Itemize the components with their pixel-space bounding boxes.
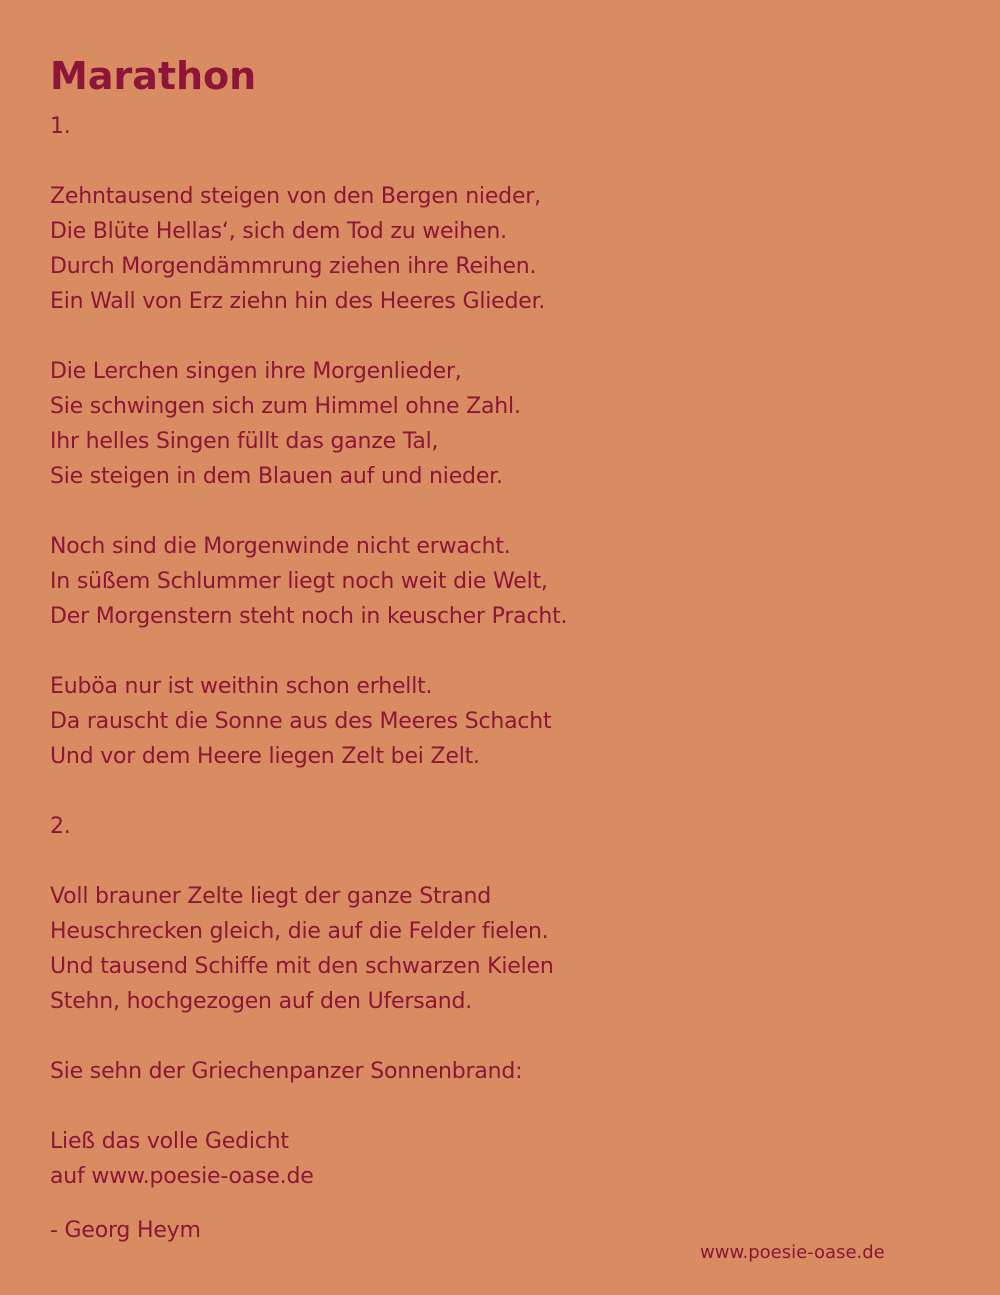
- read-more-link[interactable]: auf www.poesie-oase.de: [50, 1164, 314, 1189]
- part-number: 2.: [50, 814, 71, 839]
- poem-line: Voll brauner Zelte liegt der ganze Strand: [50, 884, 492, 909]
- part-number: 1.: [50, 114, 71, 139]
- poem-line: Durch Morgendämmrung ziehen ihre Reihen.: [50, 254, 537, 279]
- poem-line: Und vor dem Heere liegen Zelt bei Zelt.: [50, 744, 480, 769]
- poem-line: Ein Wall von Erz ziehn hin des Heeres Glieder.: [50, 289, 546, 314]
- read-more-line: Ließ das volle Gedicht: [50, 1129, 289, 1154]
- poem-line: Da rauscht die Sonne aus des Meeres Schacht: [50, 709, 552, 734]
- poem-line: Und tausend Schiffe mit den schwarzen Kielen: [50, 954, 554, 979]
- poem-line: Stehn, hochgezogen auf den Ufersand.: [50, 989, 473, 1014]
- poem-line: Sie sehn der Griechenpanzer Sonnenbrand:: [50, 1059, 523, 1084]
- poem-line: Der Morgenstern steht noch in keuscher Pracht.: [50, 604, 568, 629]
- poem-line: Die Blüte Hellas‘, sich dem Tod zu weihen.: [50, 219, 507, 244]
- poem-line: Noch sind die Morgenwinde nicht erwacht.: [50, 534, 511, 559]
- poem-line: Heuschrecken gleich, die auf die Felder fielen.: [50, 919, 549, 944]
- poem-line: Ihr helles Singen füllt das ganze Tal,: [50, 429, 439, 454]
- poem-title: Marathon: [50, 54, 257, 98]
- poem-author: - Georg Heym: [50, 1218, 201, 1243]
- poem-line: Sie steigen in dem Blauen auf und nieder.: [50, 464, 503, 489]
- poem-line: Zehntausend steigen von den Bergen nieder,: [50, 184, 541, 209]
- footer-website-link[interactable]: www.poesie-oase.de: [700, 1242, 885, 1263]
- poem-line: Die Lerchen singen ihre Morgenlieder,: [50, 359, 462, 384]
- poem-line: Euböa nur ist weithin schon erhellt.: [50, 674, 433, 699]
- poem-line: In süßem Schlummer liegt noch weit die Welt,: [50, 569, 548, 594]
- poem-line: Sie schwingen sich zum Himmel ohne Zahl.: [50, 394, 521, 419]
